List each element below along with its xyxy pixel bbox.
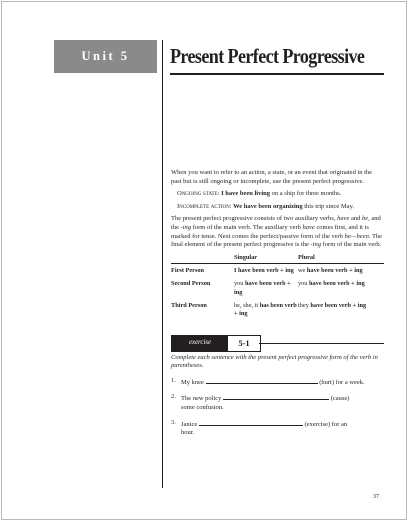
table-header-singular: Singular [234,254,298,264]
plural-plain: they [298,301,311,309]
example-label: Ongoing state: [177,190,220,198]
page-title: Present Perfect Progressive [170,44,365,68]
singular-plain: you [234,280,246,288]
explanation-text: form of the main verb. The auxiliary verb [191,223,303,231]
item-number: 1. [171,376,176,384]
list-item [171,419,384,438]
example-incomplete [171,203,384,212]
person-cell: Third Person [171,301,207,309]
item-text-after: (exercise) for an [304,420,348,428]
explanation-text: and [349,215,362,223]
intro-paragraph: When you want to refer to an action, a state, or an event that originated in the past but is still ongoing or incomplete, use the present perfect progressive. [171,169,373,185]
explanation-italic-term: be [361,215,369,223]
item-text-before: The new policy [181,395,222,403]
item-text-before: Janice [181,420,198,428]
person-cell: Second Person [171,280,211,288]
table-row [171,264,384,278]
item-text-continued: hour. [181,429,195,437]
title-underline [170,73,384,75]
singular-cell [234,299,298,321]
explanation-italic-term: -ing [310,241,321,249]
singular-cell [234,264,298,278]
plural-cell [298,277,384,299]
explanation-text: The final element of the present perfect progressive is the [171,232,383,249]
example-rest: on a ship for three months. [270,190,342,198]
page-number: 37 [373,494,379,500]
singular-bold: have been verb + ing [234,280,291,296]
answer-blank[interactable] [199,419,303,426]
singular-bold: I have been verb + ing [234,267,294,275]
item-text-after: (cause) [330,395,350,403]
explanation-text: , and the [171,215,381,231]
explanation-italic-term: be—been. [344,232,371,240]
table-header-plural: Plural [298,254,384,264]
example-label: Incomplete action: [177,202,232,210]
table-row [171,277,384,299]
exercise-rule [259,343,384,344]
table-row [171,299,384,321]
item-text-before: My knee [181,378,204,386]
table-header-blank [171,254,234,264]
vertical-rule [162,40,163,488]
item-text-continued: some confusion. [181,403,224,411]
answer-blank[interactable] [223,393,329,400]
main-content [171,169,384,444]
answer-blank[interactable] [206,377,318,384]
exercise-label: exercise [172,336,228,351]
example-ongoing [171,190,384,199]
plural-bold: have been verb + ing [309,280,365,288]
exercise-items [171,377,384,438]
item-text-after: (hurt) for a week. [319,378,365,386]
plural-cell [298,299,384,321]
explanation-text: form of the main verb. [321,241,382,249]
plural-plain: we [298,267,307,275]
plural-bold: have been verb + ing [306,267,363,275]
person-cell: First Person [171,267,205,275]
list-item [171,377,384,388]
explanation-text: comes first, and it is marked for tense. Next comes the perfect/passive form of the verb [171,223,369,240]
item-number: 3. [171,418,176,426]
exercise-instructions: Complete each sentence with the present perfect progressive form of the verb in parentheses. [171,353,378,370]
singular-plain: he, she, it [234,301,260,309]
exercise-number: 5-1 [238,337,250,348]
explanation-paragraph [171,215,384,249]
explanation-text: The present perfect progressive consists of two auxiliary verbs, [171,215,338,223]
plural-cell [298,264,384,278]
plural-plain: you [298,280,310,288]
example-bold: We have been organizing [233,202,303,210]
plural-bold: have been verb + ing [310,301,367,309]
example-bold: I have been living [221,190,271,198]
explanation-italic-term: have [302,223,315,231]
conjugation-table [171,254,384,321]
singular-cell [234,277,298,299]
exercise-header [171,335,261,352]
example-rest: this trip since May. [302,202,355,210]
explanation-italic-term: have [337,215,350,223]
unit-label: Unit 5 [54,40,157,73]
item-number: 2. [171,393,176,401]
singular-bold: has been verb + ing [234,301,297,318]
explanation-italic-term: -ing [180,223,192,231]
list-item [171,393,384,412]
book-page [1,1,407,520]
